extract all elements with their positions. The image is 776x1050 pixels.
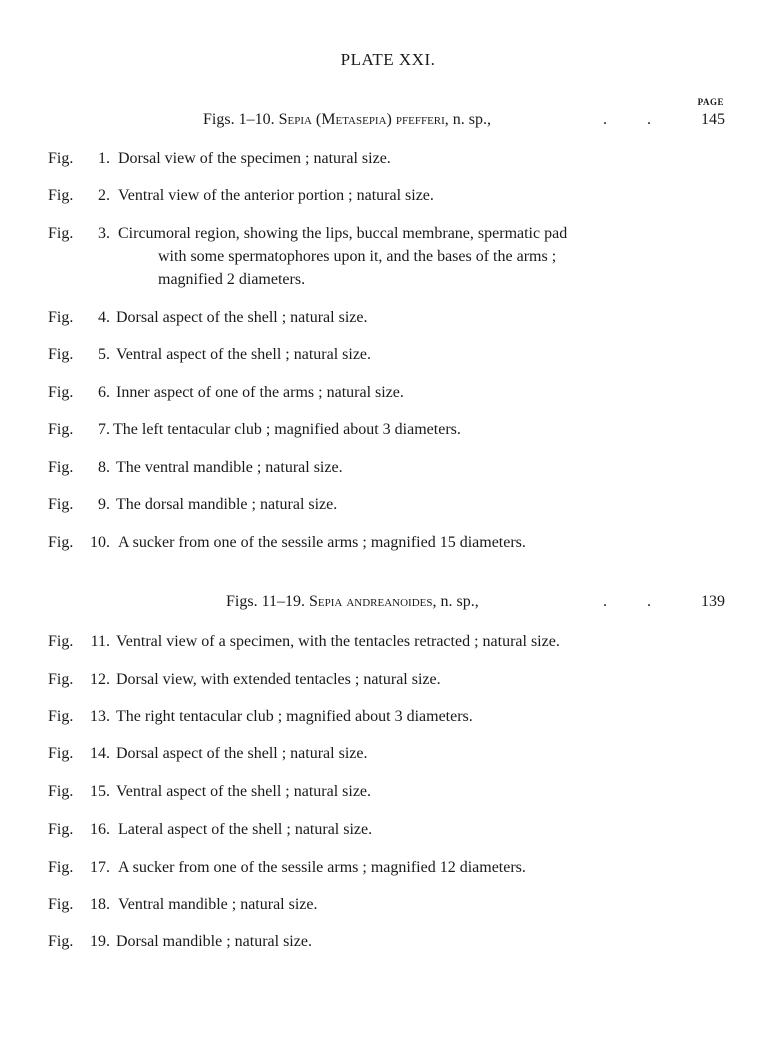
fig-caption: The right tentacular club ; magnified about 3 diameters. [116, 708, 473, 725]
fig-number: 2. [98, 187, 110, 204]
fig-number: 16. [90, 821, 110, 838]
fig-label: Fig. [48, 671, 74, 688]
fig-caption: Ventral view of a specimen, with the tentacles retracted ; natural size. [116, 633, 560, 650]
fig-label: Fig. [48, 708, 74, 725]
fig-number: 5. [98, 346, 110, 363]
fig-caption: The dorsal mandible ; natural size. [116, 496, 338, 513]
fig-label: Fig. [48, 459, 74, 476]
fig-label: Fig. [48, 346, 74, 363]
section-species: pfefferi [395, 111, 445, 128]
fig-number: 14. [90, 745, 110, 762]
fig-caption: Lateral aspect of the shell ; natural size. [118, 821, 373, 838]
fig-caption: Ventral view of the anterior portion ; natural size. [118, 187, 434, 204]
fig-number: 12. [90, 671, 110, 688]
fig-caption-continuation: with some spermatophores upon it, and the bases of the arms ; [158, 248, 557, 265]
fig-label: Fig. [48, 421, 74, 438]
section-page-number: 139 [701, 593, 725, 610]
fig-caption: A sucker from one of the sessile arms ; magnified 15 diameters. [118, 534, 526, 551]
fig-number: 8. [98, 459, 110, 476]
fig-number: 1. [98, 150, 110, 167]
fig-number: 10. [90, 534, 110, 551]
fig-caption: The left tentacular club ; magnified about 3 diameters. [113, 421, 461, 438]
fig-number: 6. [98, 384, 110, 401]
fig-label: Fig. [48, 821, 74, 838]
fig-caption: Dorsal aspect of the shell ; natural size. [116, 745, 368, 762]
fig-label: Fig. [48, 150, 74, 167]
fig-label: Fig. [48, 496, 74, 513]
section-suffix: , n. sp., [432, 593, 479, 610]
fig-label: Fig. [48, 534, 74, 551]
fig-number: 4. [98, 309, 110, 326]
fig-label: Fig. [48, 745, 74, 762]
fig-number: 11. [90, 633, 110, 650]
dot-leader: . . [603, 111, 651, 128]
section-heading [0, 593, 776, 613]
fig-label: Fig. [48, 783, 74, 800]
fig-number: 18. [90, 896, 110, 913]
section-genus: Sepia [278, 111, 312, 128]
fig-label: Fig. [48, 933, 74, 950]
fig-caption: Dorsal aspect of the shell ; natural size. [116, 309, 368, 326]
fig-caption: Ventral mandible ; natural size. [118, 896, 318, 913]
fig-caption: Dorsal mandible ; natural size. [116, 933, 312, 950]
fig-number: 19. [90, 933, 110, 950]
fig-label: Fig. [48, 309, 74, 326]
fig-label: Fig. [48, 633, 74, 650]
fig-caption: Dorsal view of the specimen ; natural size. [118, 150, 391, 167]
fig-label: Fig. [48, 896, 74, 913]
fig-caption-continuation: magnified 2 diameters. [158, 271, 306, 288]
fig-label: Fig. [48, 384, 74, 401]
section-heading [0, 111, 776, 131]
section-figs-range: Figs. 11–19. [226, 593, 305, 610]
plate-title: PLATE XXI. [340, 50, 436, 69]
section-species: andreanoides [346, 593, 433, 610]
fig-caption: Ventral aspect of the shell ; natural size. [116, 783, 372, 800]
fig-number: 7. [98, 421, 110, 438]
fig-caption: The ventral mandible ; natural size. [116, 459, 343, 476]
fig-label: Fig. [48, 187, 74, 204]
fig-label: Fig. [48, 225, 74, 242]
fig-caption: A sucker from one of the sessile arms ; magnified 12 diameters. [118, 859, 526, 876]
dot-leader: . . [603, 593, 651, 610]
fig-caption: Circumoral region, showing the lips, buccal membrane, spermatic pad [118, 225, 568, 242]
fig-caption: Dorsal view, with extended tentacles ; natural size. [116, 671, 441, 688]
fig-label: Fig. [48, 859, 74, 876]
fig-caption: Ventral aspect of the shell ; natural size. [116, 346, 372, 363]
section-subgenus: (Metasepia) [315, 111, 392, 128]
section-genus: Sepia [308, 593, 343, 610]
fig-number: 17. [90, 859, 110, 876]
section-page-number: 145 [701, 111, 725, 128]
section-suffix: , n. sp., [444, 111, 492, 128]
fig-caption: Inner aspect of one of the arms ; natural size. [116, 384, 404, 401]
fig-number: 15. [90, 783, 110, 800]
fig-number: 9. [98, 496, 110, 513]
fig-number: 13. [90, 708, 110, 725]
section-figs-range: Figs. 1–10. [203, 111, 275, 128]
fig-number: 3. [98, 225, 110, 242]
page-column-label: PAGE [697, 97, 724, 107]
